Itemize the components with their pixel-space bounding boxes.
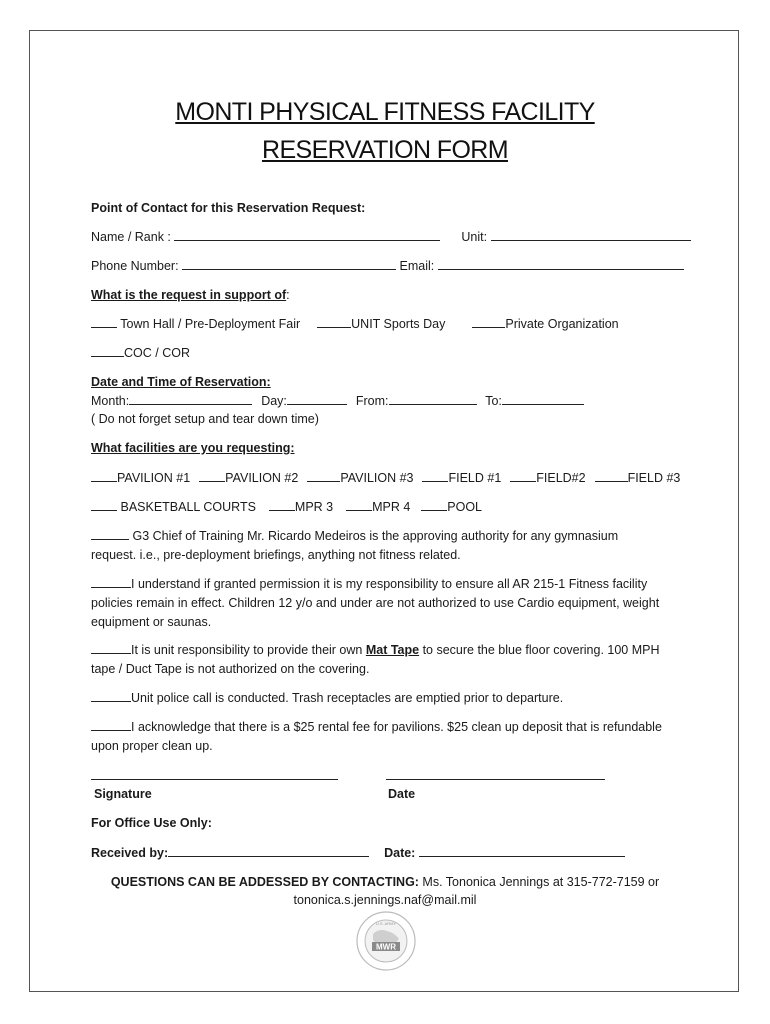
office-date-label: Date: (384, 846, 416, 860)
to-label: To: (485, 394, 502, 408)
setup-note: ( Do not forget setup and tear down time) (91, 412, 319, 426)
field2-checkbox[interactable] (510, 470, 536, 482)
mwr-seal-logo (355, 910, 417, 972)
pavilion1-label: PAVILION #1 (117, 471, 191, 485)
basketball-label: BASKETBALL COURTS (120, 500, 256, 514)
questions-heading: QUESTIONS CAN BE ADDESSED BY CONTACTING: (110, 875, 419, 889)
unit-field[interactable] (491, 229, 691, 241)
facilities-heading: What facilities are you requesting: (91, 441, 295, 455)
option-coc-checkbox[interactable] (91, 345, 124, 357)
day-label: Day: (261, 394, 287, 408)
signature-field[interactable] (91, 779, 338, 780)
term2-initials[interactable] (91, 576, 131, 588)
term3-text-post: to secure the blue floor covering. 100 MPH (419, 643, 660, 657)
office-row (91, 845, 625, 861)
field3-label: FIELD #3 (627, 471, 681, 485)
option-town-hall-label: Town Hall / Pre-Deployment Fair (120, 317, 301, 331)
received-by-label: Received by: (91, 846, 169, 860)
term5-initials[interactable] (91, 719, 131, 731)
name-rank-label: Name / Rank : (91, 230, 171, 244)
pool-label: POOL (447, 500, 483, 514)
form-title-line2: RESERVATION FORM (262, 136, 508, 164)
option-coc-label: COC / COR (124, 346, 190, 360)
pavilion1-checkbox[interactable] (91, 470, 117, 482)
term5-line1 (91, 719, 662, 735)
term3-line1 (91, 642, 660, 658)
to-field[interactable] (502, 393, 584, 405)
email-field[interactable] (438, 258, 684, 270)
signature-date-label: Date (388, 787, 416, 801)
name-rank-field[interactable] (174, 229, 440, 241)
day-field[interactable] (287, 393, 347, 405)
form-title-line1: MONTI PHYSICAL FITNESS FACILITY (175, 98, 595, 126)
term3-text-pre: It is unit responsibility to provide their own (131, 643, 366, 657)
term1-text-a: G3 Chief of Training Mr. Ricardo Medeiros is the approving authority for any gymnasium (132, 529, 619, 543)
option-private-org-label: Private Organization (505, 317, 619, 331)
received-by-field[interactable] (168, 845, 369, 857)
term2-text-a: I understand if granted permission it is my responsibility to ensure all AR 215-1 Fitness facility (131, 577, 648, 591)
basketball-checkbox[interactable] (91, 499, 117, 511)
phone-field[interactable] (182, 258, 396, 270)
term3-line2: tape / Duct Tape is not authorized on the covering. (91, 662, 370, 676)
office-date-field[interactable] (419, 845, 625, 857)
term5-text-a: I acknowledge that there is a $25 rental fee for pavilions. $25 clean up deposit that is refundable (131, 720, 662, 734)
mpr4-checkbox[interactable] (346, 499, 372, 511)
request-options-row (91, 316, 619, 332)
term4-line (91, 690, 563, 706)
contact-email: tononica.s.jennings.naf@mail.mil (293, 893, 477, 907)
term1-line2: request. i.e., pre-deployment briefings, anything not fitness related. (91, 548, 461, 562)
unit-label: Unit: (461, 230, 488, 244)
phone-label: Phone Number: (91, 259, 179, 273)
month-label: Month: (91, 394, 130, 408)
option-unit-sports-label: UNIT Sports Day (351, 317, 446, 331)
signature-date-field[interactable] (386, 779, 605, 780)
facilities-row2 (91, 499, 482, 515)
mpr3-checkbox[interactable] (269, 499, 295, 511)
questions-line (0, 874, 770, 890)
term5-line2: upon proper clean up. (91, 739, 213, 753)
seal-text: MWR (376, 942, 396, 952)
term2-line2: policies remain in effect. Children 12 y/o and under are not authorized to use Cardio equipment, weight (91, 596, 660, 610)
request-heading (91, 287, 290, 303)
from-label: From: (355, 394, 389, 408)
pavilion2-checkbox[interactable] (199, 470, 225, 482)
mpr3-label: MPR 3 (294, 500, 334, 514)
pavilion3-label: PAVILION #3 (340, 471, 414, 485)
term4-initials[interactable] (91, 690, 131, 702)
from-field[interactable] (389, 393, 477, 405)
field2-label: FIELD#2 (536, 471, 586, 485)
pavilion3-checkbox[interactable] (307, 470, 340, 482)
datetime-heading: Date and Time of Reservation: (91, 375, 271, 389)
pavilion2-label: PAVILION #2 (225, 471, 299, 485)
term2-line1 (91, 576, 647, 592)
field3-checkbox[interactable] (595, 470, 628, 482)
field1-label: FIELD #1 (448, 471, 502, 485)
request-heading-text: What is the request in support of (91, 288, 287, 302)
pool-checkbox[interactable] (421, 499, 447, 511)
facilities-row1 (91, 470, 680, 486)
request-heading-colon: : (286, 288, 290, 302)
request-options-row2 (91, 345, 190, 361)
contact-heading: Point of Contact for this Reservation Request: (91, 201, 366, 215)
field1-checkbox[interactable] (422, 470, 448, 482)
phone-email-row (91, 258, 684, 274)
signature-label: Signature (94, 787, 152, 801)
datetime-row (91, 393, 584, 409)
mpr4-label: MPR 4 (372, 500, 411, 514)
option-private-org-checkbox[interactable] (472, 316, 505, 328)
term3-initials[interactable] (91, 642, 131, 654)
office-heading: For Office Use Only: (91, 816, 212, 830)
email-label: Email: (399, 259, 435, 273)
term3-mat-tape: Mat Tape (365, 643, 420, 657)
seal-small-text: U.S. ARMY (375, 921, 397, 926)
term2-line3: equipment or saunas. (91, 615, 212, 629)
term1-line1 (91, 528, 618, 544)
questions-contact: Ms. Tononica Jennings at 315-772-7159 or (418, 875, 660, 889)
name-unit-row (91, 229, 691, 245)
month-field[interactable] (129, 393, 252, 405)
term1-initials[interactable] (91, 528, 129, 540)
term4-text: Unit police call is conducted. Trash receptacles are emptied prior to departure. (131, 691, 564, 705)
option-town-hall-checkbox[interactable] (91, 316, 117, 328)
option-unit-sports-checkbox[interactable] (317, 316, 351, 328)
